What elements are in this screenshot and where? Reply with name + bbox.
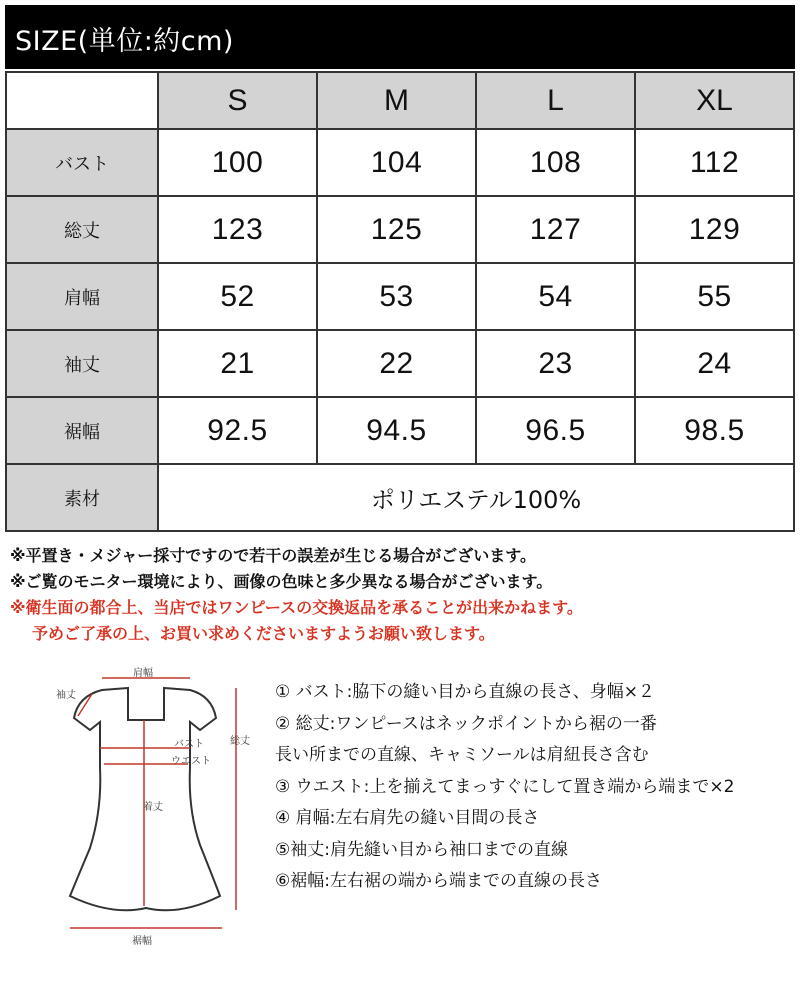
table-row xyxy=(6,330,794,397)
material-value: ポリエステル100% xyxy=(158,464,794,531)
table-cell: 125 xyxy=(317,196,476,263)
title-bar xyxy=(5,5,795,69)
table-cell: 108 xyxy=(476,129,635,196)
table-cell: 92.5 xyxy=(158,397,317,464)
definition-item: ⑥裾幅:左右裾の端から端までの直線の長さ xyxy=(275,871,602,891)
table-cell: 127 xyxy=(476,196,635,263)
table-row xyxy=(6,263,794,330)
note-measurement: ※平置き・メジャー採寸ですので若干の誤差が生じる場合がございます。 xyxy=(10,546,536,565)
diagram-label-hem: 裾幅 xyxy=(132,936,152,947)
notes-section xyxy=(10,543,790,647)
table-cell: 21 xyxy=(158,330,317,397)
table-cell: 52 xyxy=(158,263,317,330)
table-cell: 104 xyxy=(317,129,476,196)
size-header-s: S xyxy=(158,72,317,129)
material-row xyxy=(6,464,794,531)
diagram-label-total-length: 総丈 xyxy=(230,736,250,747)
dress-diagram xyxy=(40,660,270,950)
definition-item: ④ 肩幅:左右肩先の縫い目間の長さ xyxy=(275,808,540,828)
table-cell: 24 xyxy=(635,330,794,397)
diagram-label-shoulder: 肩幅 xyxy=(133,668,153,679)
definition-item: 長い所までの直線、キャミソールは肩紐長さ含む xyxy=(275,745,649,765)
table-row xyxy=(6,196,794,263)
row-label-hem: 裾幅 xyxy=(6,397,158,464)
table-cell: 53 xyxy=(317,263,476,330)
size-table xyxy=(5,71,795,532)
note-color: ※ご覧のモニター環境により、画像の色味と多少異なる場合がございます。 xyxy=(10,572,553,591)
table-cell: 100 xyxy=(158,129,317,196)
table-cell: 96.5 xyxy=(476,397,635,464)
table-cell: 129 xyxy=(635,196,794,263)
table-cell: 23 xyxy=(476,330,635,397)
table-row xyxy=(6,129,794,196)
row-label-shoulder: 肩幅 xyxy=(6,263,158,330)
row-label-material: 素材 xyxy=(6,464,158,531)
definition-item: ① バスト:脇下の縫い目から直線の長さ、身幅×２ xyxy=(275,682,655,702)
size-header-l: L xyxy=(476,72,635,129)
size-header-row xyxy=(6,72,794,129)
diagram-label-sleeve: 袖丈 xyxy=(56,690,76,701)
definition-item: ⑤袖丈:肩先縫い目から袖口までの直線 xyxy=(275,839,568,860)
definition-item: ② 総丈:ワンピースはネックポイントから裾の一番 xyxy=(275,713,657,734)
diagram-label-bust: バスト xyxy=(174,739,204,750)
table-row xyxy=(6,397,794,464)
note-no-return: ※衛生面の都合上、当店ではワンピースの交換返品を承ることが出来かねます。 xyxy=(10,598,583,617)
row-label-sleeve: 袖丈 xyxy=(6,330,158,397)
page-title: SIZE(単位:約cm) xyxy=(15,26,234,57)
table-cell: 54 xyxy=(476,263,635,330)
table-cell: 22 xyxy=(317,330,476,397)
table-cell: 123 xyxy=(158,196,317,263)
corner-cell xyxy=(6,72,158,129)
table-cell: 55 xyxy=(635,263,794,330)
measurement-definitions xyxy=(275,677,795,898)
size-header-xl: XL xyxy=(635,72,794,129)
table-cell: 112 xyxy=(635,129,794,196)
note-acknowledge: 予めご了承の上、お買い求めくださいますようお願い致します。 xyxy=(32,624,495,643)
table-cell: 98.5 xyxy=(635,397,794,464)
diagram-label-waist: ウエスト xyxy=(171,756,211,767)
diagram-label-length: 着丈 xyxy=(143,802,163,813)
table-cell: 94.5 xyxy=(317,397,476,464)
size-header-m: M xyxy=(317,72,476,129)
definition-item: ③ ウエスト:上を揃えてまっすぐにして置き端から端まで×2 xyxy=(275,776,735,797)
row-label-total-length: 総丈 xyxy=(6,196,158,263)
row-label-bust: バスト xyxy=(6,129,158,196)
